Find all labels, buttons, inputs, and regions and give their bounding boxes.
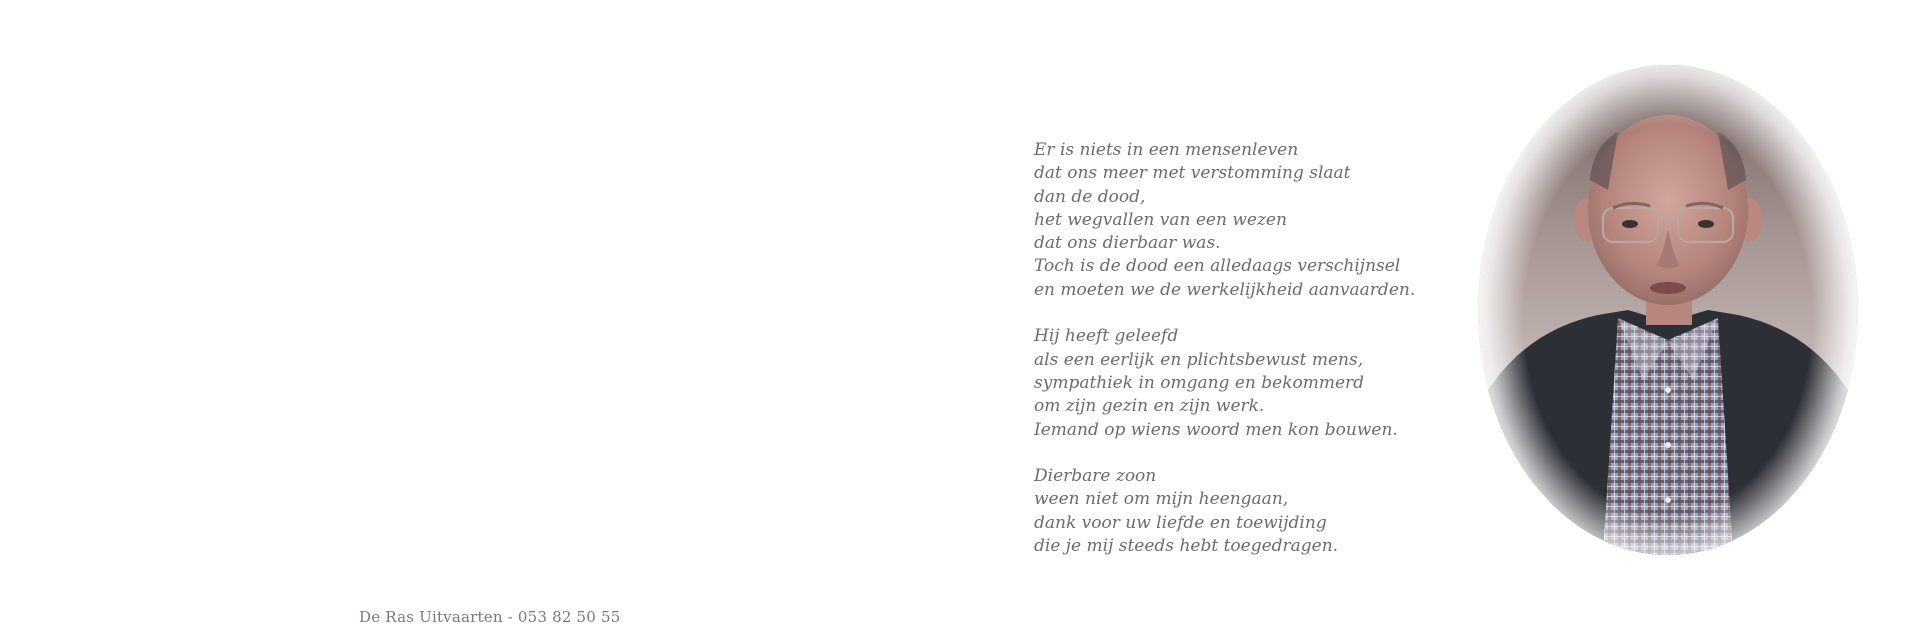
poem-line: dan de dood, [1034,186,1146,207]
portrait-photo-icon [1468,60,1868,600]
poem-line: en moeten we de werkelijkheid aanvaarden. [1034,279,1416,300]
poem-stanza-1 [1034,139,1454,302]
poem-line: dat ons meer met verstomming slaat [1034,163,1351,184]
poem-line: Hij heeft geleefd [1034,326,1179,347]
poem-line: om zijn gezin en zijn werk. [1034,396,1265,417]
poem-line: die je mij steeds hebt toegedragen. [1034,536,1339,557]
poem-line: sympathiek in omgang en bekommerd [1034,372,1365,393]
poem-line: Er is niets in een mensenleven [1034,140,1299,160]
poem-line: het wegvallen van een wezen [1034,209,1287,230]
poem-stanza-2 [1034,325,1454,441]
poem-line: Dierbare zoon [1034,466,1157,487]
poem-line: als een eerlijk en plichtsbewust mens, [1034,349,1364,370]
footer-contact: De Ras Uitvaarten - 053 82 50 55 [359,608,621,626]
poem-line: Toch is de dood een alledaags verschijnsel [1034,256,1401,277]
portrait-photo [1468,60,1868,600]
poem-line: Iemand op wiens woord men kon bouwen. [1034,419,1398,440]
poem-line: dank voor uw liefde en toewijding [1034,512,1327,533]
memorial-poem [1034,139,1454,558]
poem-line: ween niet om mijn heengaan, [1034,489,1289,510]
poem-line: dat ons dierbaar was. [1034,233,1221,254]
poem-stanza-3 [1034,465,1454,558]
